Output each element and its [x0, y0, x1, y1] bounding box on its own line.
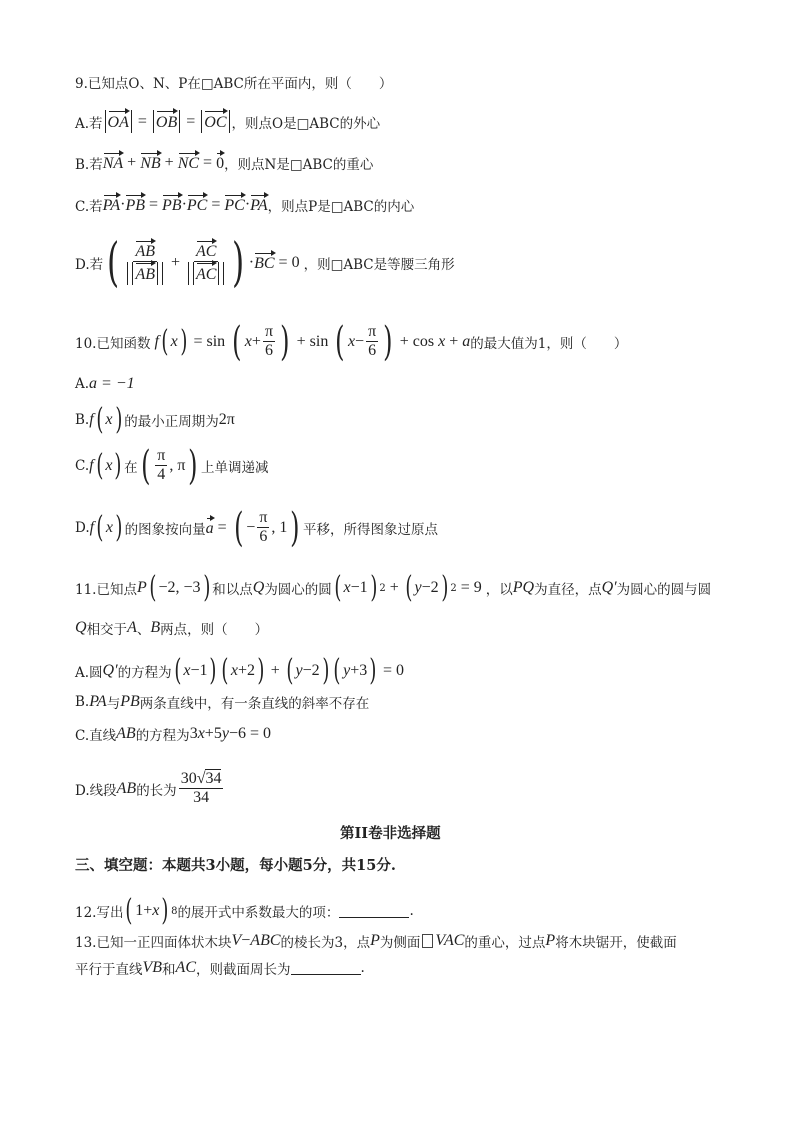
q11-l1b: 和以点	[212, 582, 253, 598]
q11-option-b: B. PA 与 PB 两条直线中，有一条直线的斜率不存在	[75, 693, 370, 712]
q9-b-prefix: B.若	[75, 156, 103, 173]
q13-line2: 平行于直线 VB 和 AC ，则截面周长为 .	[75, 959, 365, 978]
placeholder-box-icon	[422, 934, 433, 948]
q9-c-prefix: C.若	[75, 198, 103, 215]
q11-option-a: A.圆 Q′ 的方程为 ( x −1 ) ( x +2 ) + ( y −2 ) ( y +3 ) = 0	[75, 653, 404, 688]
q13-end: .	[360, 960, 365, 976]
q10-b-mid: 的最小正周期为	[124, 414, 219, 430]
q11-option-d: D.线段 AB 的长为 $\frac{30√34}{34}$	[75, 770, 222, 806]
q9-d-prefix: D.若	[75, 256, 104, 273]
q12: 12.写出 ( 1+ x ) 8 的展开式中系数最大的项： .	[75, 893, 414, 928]
part-title: 第II卷非选择题	[340, 825, 441, 842]
q9-stem-text: 9.已知点O、N、P在□ABC所在平面内，则（ ）	[75, 76, 393, 92]
q11-a-prefix: A.圆	[75, 665, 103, 681]
q9-stem	[75, 72, 392, 92]
q11-b-suffix: 两条直线中，有一条直线的斜率不存在	[139, 696, 370, 712]
q13-l1a: 13.已知一正四面体状木块	[75, 935, 232, 951]
q13-line1: 13.已知一正四面体状木块 V − ABC 的棱长为3，点 P 为侧面 VAC 的重心，过点 P 将木块锯开，使截面	[75, 932, 677, 951]
q9-a-prefix: A.若	[75, 115, 103, 132]
q10-d-mid: 的图象按向量	[124, 521, 206, 538]
q9-option-b: B.若 NA + NB + NC = 0 ，则点N是□ABC的重心	[75, 153, 374, 173]
q10-c-prefix: C.	[75, 457, 90, 474]
section-heading: 三、填空题：本题共3小题，每小题5分，共15分.	[75, 857, 396, 874]
q11-l2b: 两点，则（ ）	[160, 622, 269, 638]
q11-b-text: 与	[106, 696, 121, 712]
q9-c-suffix: ，则点P是□ABC的内心	[267, 198, 415, 215]
q11-l1a: 11.已知点	[75, 582, 137, 598]
q11-stem-line2: Q 相交于 A 、 B 两点，则（ ）	[75, 619, 269, 638]
q9-d-suffix: ，则□ABC是等腰三角形	[303, 256, 455, 273]
q12-answer-blank[interactable]	[339, 905, 409, 918]
q10-c-mid: 在	[124, 459, 138, 476]
q11-a-mid: 的方程为	[117, 665, 172, 681]
q11-option-c: C.直线 AB 的方程为 3 x +5 y −6 = 0	[75, 725, 271, 744]
q12-end: .	[409, 903, 414, 919]
q9-option-a: A.若 OA = OB = OC ，则点O是□ABC的外心	[75, 110, 380, 133]
q13-l2b: 和	[162, 962, 176, 978]
q11-l1c: 为圆心的圆	[264, 582, 332, 598]
q10-option-b: B. f ( x ) 的最小正周期为 2π	[75, 402, 235, 437]
q11-d-mid: 的长为	[136, 782, 177, 799]
q9-option-c: C.若 PA · PB = PB · PC = PC · PA ，则点P是□ABC的内心	[75, 195, 415, 215]
q13-answer-blank[interactable]	[291, 962, 361, 975]
q11-l1d: ，以	[485, 582, 513, 598]
q9-option-d: D.若 ( $\frac{AB}{AB}$ + $\frac{AC}{AC}$ ) · BC = 0 ，则□ABC是等腰三角形	[75, 232, 455, 293]
q10-option-d: D. f ( x ) 的图象按向量 a = ( − $\frac{\pi}{6}$ , 1 ) 平移，所得图象过原点	[75, 504, 438, 551]
q10-a-label: A.	[75, 376, 90, 392]
q11-d-prefix: D.线段	[75, 782, 117, 799]
q11-l2a: 相交于	[86, 622, 128, 638]
q11-c-mid: 的方程为	[135, 728, 190, 744]
q13-l1e: 将木块锯开，使截面	[555, 935, 677, 951]
q10-d-prefix: D.	[75, 519, 90, 536]
q10-stem-suffix: 的最大值为1，则（ ）	[470, 335, 628, 352]
q13-l1c: 为侧面	[379, 935, 421, 951]
q10-stem-prefix: 10.已知函数	[75, 335, 151, 352]
q13-l1d: 的重心，过点	[464, 935, 546, 951]
q10-stem: 10.已知函数 f ( x ) = sin ( x + $\frac{\pi}{6}$ ) + sin ( x − $\frac{\pi}{6}$ ) + cos x + a 的最大值为1，则（ ）	[75, 318, 628, 365]
q13-l1b: 的棱长为3，点	[280, 935, 371, 951]
q10-b-prefix: B.	[75, 412, 90, 428]
q10-a-math: a = −1	[89, 375, 135, 392]
q12-suffix: 的展开式中系数最大的项：	[177, 905, 340, 921]
q11-c-prefix: C.直线	[75, 728, 117, 744]
q13-l2c: ，则截面周长为	[196, 962, 291, 978]
q10-c-suffix: 上单调递减	[201, 459, 269, 476]
q9-b-suffix: ，则点N是□ABC的重心	[224, 156, 374, 173]
q11-l1f: 为圆心的圆与圆	[616, 582, 712, 598]
q10-option-c: C. f ( x ) 在 ( $\frac{\pi}{4}$ , π ) 上单调递减	[75, 442, 269, 489]
q10-b-math: 2π	[218, 411, 235, 428]
q10-d-suffix: 平移，所得图象过原点	[303, 521, 438, 538]
q12-prefix: 12.写出	[75, 905, 124, 921]
q11-stem-line1: 11.已知点 P ( −2, −3 ) 和以点 Q 为圆心的圆 ( x −1 ) 2 + ( y −2 ) 2 = 9 ，以 PQ 为直径，点 Q′ 为圆心的圆与圆	[75, 570, 712, 605]
q13-l2a: 平行于直线	[75, 962, 143, 978]
q10-option-a	[75, 375, 135, 393]
q9-a-suffix: ，则点O是□ABC的外心	[231, 115, 381, 132]
q11-l1e: 为直径，点	[534, 582, 602, 598]
